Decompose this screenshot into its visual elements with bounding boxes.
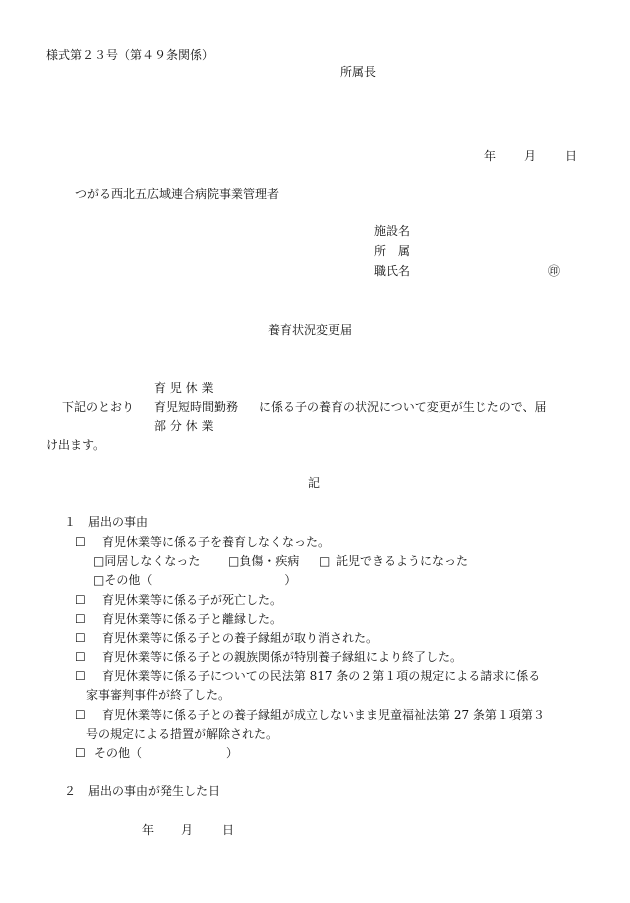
sub-reason-no-cohabit[interactable]: □同居しなくなった: [93, 554, 201, 568]
date-year: 年: [484, 149, 497, 163]
checkbox[interactable]: □: [319, 554, 331, 568]
intro-continuation: け出ます。: [46, 438, 106, 452]
occurrence-month: 月: [181, 823, 194, 837]
leave-option-short-hours: 育児短時間勤務: [154, 400, 239, 414]
reason-civil-code: 育児休業等に係る子についての民法第 817 条の２第１項の規定による請求に係る: [102, 669, 541, 683]
reason-not-raising: 育児休業等に係る子を養育しなくなった。: [102, 535, 331, 549]
checkbox[interactable]: ☐: [75, 612, 86, 626]
sub-reason-nursery: 託児できるようになった: [336, 554, 469, 568]
reason-civil-code-cont: 家事審判事件が終了した。: [86, 688, 231, 702]
date-day: 日: [565, 149, 578, 163]
document-title: 養育状況変更届: [268, 323, 353, 337]
checkbox[interactable]: ☐: [75, 535, 86, 549]
checkbox[interactable]: ☐: [75, 631, 86, 645]
checkbox[interactable]: ☐: [75, 650, 86, 664]
leave-option-childcare: 育 児 休 業: [154, 381, 214, 395]
reason-child-welfare-cont: 号の規定による措置が解除された。: [86, 727, 279, 741]
reason-child-welfare: 育児休業等に係る子との養子縁組が成立しないまま児童福祉法第 27 条第１項第３: [102, 708, 545, 722]
intro-suffix: に係る子の養育の状況について変更が生じたので、届: [259, 400, 547, 414]
seal-icon: ㊞: [548, 264, 561, 278]
checkbox[interactable]: ☐: [75, 708, 86, 722]
recipient: つがる西北五広域連合病院事業管理者: [75, 187, 280, 201]
facility-label: 施設名: [374, 224, 411, 238]
addressee-title: 所属長: [340, 65, 377, 79]
checkbox[interactable]: ☐: [75, 746, 86, 760]
department-label: 所 属: [374, 244, 411, 258]
leave-option-partial: 部 分 休 業: [154, 419, 214, 433]
occurrence-year: 年: [142, 823, 155, 837]
section1-heading: １ 届出の事由: [64, 515, 149, 529]
occurrence-day: 日: [222, 823, 235, 837]
section2-heading: ２ 届出の事由が発生した日: [64, 784, 221, 798]
checkbox[interactable]: ☐: [75, 669, 86, 683]
form-number: 様式第２３号（第４９条関係）: [46, 48, 215, 62]
sub-reason-injury[interactable]: □負傷・疾病: [228, 554, 300, 568]
reason-other: その他（ ）: [94, 746, 239, 760]
date-month: 月: [524, 149, 537, 163]
reason-special-adoption: 育児休業等に係る子との親族関係が特別養子縁組により終了した。: [102, 650, 463, 664]
reason-dissolved-adoption: 育児休業等に係る子と離縁した。: [102, 612, 283, 626]
sub-reason-other[interactable]: □その他（ ）: [93, 573, 297, 587]
name-label: 職氏名: [374, 264, 411, 278]
checkbox[interactable]: ☐: [75, 593, 86, 607]
reason-child-died: 育児休業等に係る子が死亡した。: [102, 593, 283, 607]
reason-adoption-cancelled: 育児休業等に係る子との養子縁組が取り消された。: [102, 631, 379, 645]
intro-prefix: 下記のとおり: [62, 400, 135, 414]
ki-heading: 記: [308, 476, 321, 490]
